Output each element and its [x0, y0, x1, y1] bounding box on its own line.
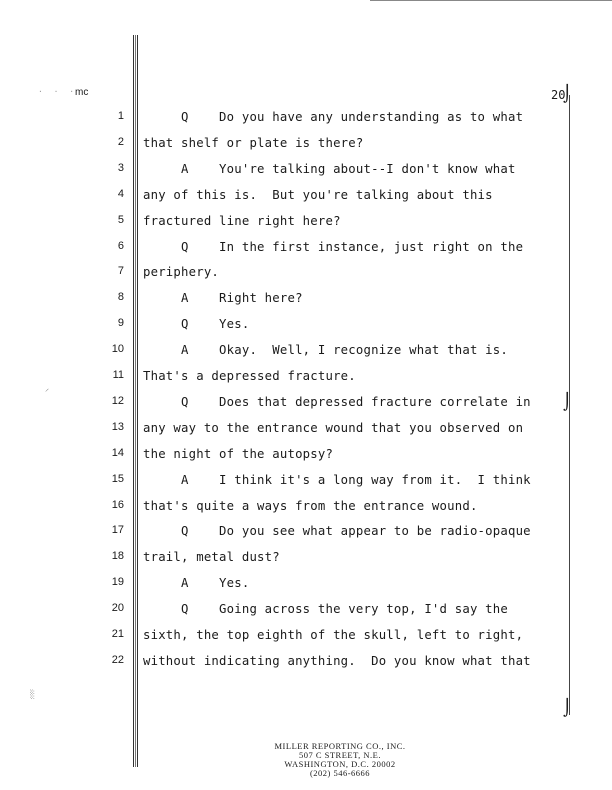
- line-text: any way to the entrance wound that you observed on: [143, 420, 524, 435]
- binding-mark: ⌡: [563, 84, 572, 103]
- line-number: 2: [117, 135, 124, 148]
- transcript-line: [0, 550, 612, 576]
- transcript-line: [0, 654, 612, 680]
- line-text: that's quite a ways from the entrance wound.: [143, 498, 478, 513]
- transcript-line: [0, 265, 612, 291]
- line-text: A You're talking about--I don't know what: [143, 161, 516, 176]
- transcript-line: [0, 473, 612, 499]
- top-edge-line: [370, 0, 612, 1]
- line-number: 11: [112, 369, 124, 381]
- scan-speck: ⸝: [45, 384, 49, 393]
- transcript-line: [0, 576, 612, 602]
- footer-phone: (202) 546-6666: [309, 768, 371, 778]
- reporter-initials: mc: [75, 87, 89, 98]
- line-text: Q In the first instance, just right on the: [143, 239, 524, 254]
- line-number: 4: [117, 187, 124, 200]
- reporter-footer: [230, 742, 450, 778]
- transcript-line: [0, 369, 612, 395]
- transcript-line: [0, 499, 612, 525]
- transcript-line: [0, 110, 612, 136]
- line-number: 9: [117, 317, 124, 330]
- line-text: periphery.: [143, 265, 220, 280]
- line-number: 17: [111, 524, 124, 537]
- line-number: 16: [111, 498, 124, 511]
- transcript-line: [0, 628, 612, 654]
- line-number: 18: [111, 550, 124, 563]
- footer-city: WASHINGTON, D.C. 20002: [284, 759, 396, 769]
- footer-company: MILLER REPORTING CO., INC.: [274, 741, 406, 751]
- line-text: Q Yes.: [143, 317, 250, 332]
- footer-street: 507 C STREET, N.E.: [298, 750, 382, 760]
- line-number: 7: [117, 265, 124, 278]
- margin-dots: · · ·: [38, 87, 78, 96]
- line-number: 13: [111, 420, 124, 433]
- transcript-line: [0, 395, 612, 421]
- line-number: 6: [117, 239, 124, 252]
- line-text: A Yes.: [143, 576, 250, 591]
- line-text: that shelf or plate is there?: [143, 135, 364, 150]
- line-text: the night of the autopsy?: [143, 446, 334, 461]
- transcript-line: [0, 421, 612, 447]
- transcript-line: [0, 447, 612, 473]
- transcript-line: [0, 291, 612, 317]
- line-number: 1: [117, 110, 124, 122]
- line-text: A Right here?: [143, 291, 303, 306]
- line-number: 20: [111, 602, 124, 615]
- line-number: 10: [111, 343, 124, 356]
- transcript-line: [0, 524, 612, 550]
- line-text: A Okay. Well, I recognize what that is.: [143, 343, 508, 358]
- line-number: 22: [111, 653, 124, 666]
- line-text: Q Do you have any understanding as to what: [143, 110, 524, 124]
- line-text: A I think it's a long way from it. I think: [143, 472, 531, 487]
- line-text: fractured line right here?: [143, 213, 341, 228]
- transcript-line: [0, 162, 612, 188]
- line-text: any of this is. But you're talking about this: [143, 187, 493, 202]
- line-number: 5: [117, 213, 124, 226]
- line-number: 14: [111, 446, 124, 459]
- transcript-line: [0, 240, 612, 266]
- transcript-line: [0, 214, 612, 240]
- line-text: Q Do you see what appear to be radio-opaque: [143, 524, 531, 539]
- line-number: 8: [117, 291, 124, 304]
- transcript-line: [0, 136, 612, 162]
- binding-mark: ⌡: [563, 392, 572, 411]
- line-text: sixth, the top eighth of the skull, left to right,: [143, 628, 524, 642]
- page-number: 20: [551, 88, 566, 102]
- line-number: 19: [111, 576, 124, 589]
- transcript-line: [0, 317, 612, 343]
- line-text: without indicating anything. Do you know what that: [143, 653, 531, 668]
- line-text: Q Does that depressed fracture correlate in: [143, 394, 531, 409]
- transcript-line: [0, 602, 612, 628]
- line-text: trail, metal dust?: [143, 550, 280, 565]
- transcript-line: [0, 188, 612, 214]
- scan-speck: ░: [30, 690, 35, 699]
- transcript-line: [0, 343, 612, 369]
- line-number: 21: [111, 628, 124, 640]
- line-number: 12: [111, 394, 124, 407]
- line-number: 15: [111, 472, 124, 485]
- line-number: 3: [117, 161, 124, 174]
- binding-mark: ⌡: [563, 698, 572, 717]
- line-text: That's a depressed fracture.: [143, 369, 356, 383]
- line-text: Q Going across the very top, I'd say the: [143, 602, 508, 617]
